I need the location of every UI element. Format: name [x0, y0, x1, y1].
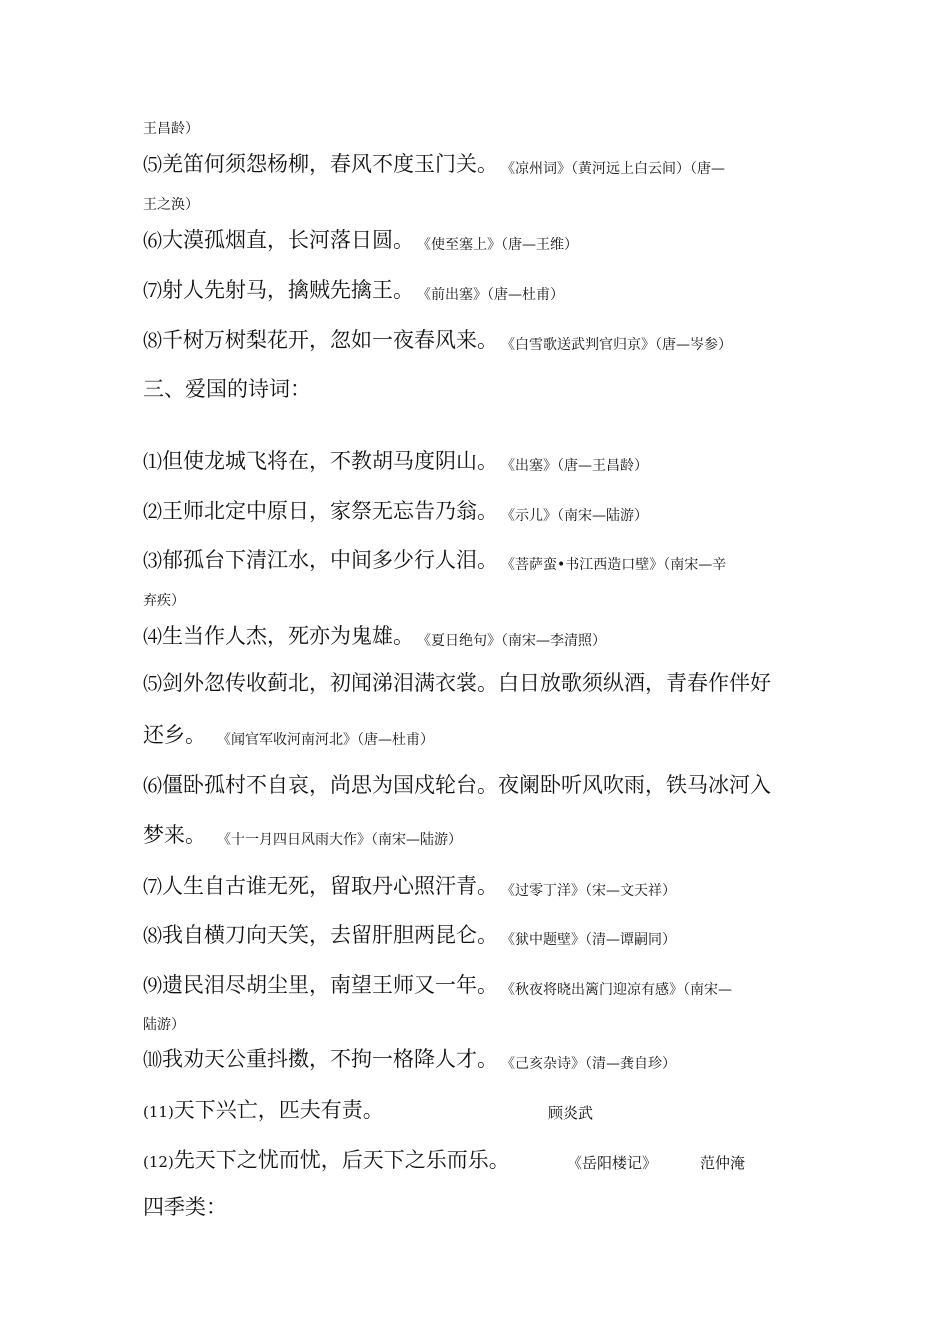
author-label: 顾炎武 — [548, 1104, 594, 1122]
poem-line: ⑵王师北定中原日，家祭无忘告乃翁。 《示儿》（南宋—陆游） — [143, 499, 649, 524]
poem-line: ⑸羌笛何须怨杨柳，春风不度玉门关。 《凉州词》（黄河远上白云间）（唐— — [143, 152, 726, 177]
poem-line: ⑴但使龙城飞将在，不教胡马度阴山。 《出塞》（唐—王昌龄） — [143, 449, 649, 474]
continuation-line: 弃疾） — [143, 593, 185, 609]
poem-line: ⑶郁孤台下清江水，中间多少行人泪。 《菩萨蛮•书江西造口壁》（南宋—辛 — [143, 548, 727, 573]
poem-line: ⑻我自横刀向天笑，去留肝胆两昆仑。 《狱中题壁》（清—谭嗣同） — [143, 923, 677, 948]
continuation-line: 陆游） — [143, 1017, 185, 1033]
poem-line: 梦来。 《十一月四日风雨大作》（南宋—陆游） — [143, 823, 462, 848]
poem-line: ⑻千树万树梨花开，忽如一夜春风来。 《白雪歌送武判官归京》（唐—岑参） — [143, 328, 733, 353]
poem-line: ⑸剑外忽传收蓟北，初闻涕泪满衣裳。白日放歌须纵酒，青春作伴好 — [143, 671, 772, 695]
continuation-line: 王之涣） — [143, 197, 199, 213]
continuation-line: 王昌龄） — [143, 121, 199, 137]
poem-line: ⑷生当作人杰，死亦为鬼雄。 《夏日绝句》（南宋—李清照） — [143, 624, 607, 649]
poem-line: (12)先天下之忧而忧，后天下之乐而乐。 — [143, 1148, 510, 1172]
poem-line: ⑹僵卧孤村不自哀，尚思为国戍轮台。夜阑卧听风吹雨，铁马冰河入 — [143, 773, 772, 797]
source-label: 《岳阳楼记》 — [567, 1154, 658, 1172]
poem-line: ⑹大漠孤烟直，长河落日圆。 《使至塞上》（唐—王维） — [143, 228, 579, 253]
poem-line: ⑼遗民泪尽胡尘里，南望王师又一年。 《秋夜将晓出篱门迎凉有感》（南宋— — [143, 973, 733, 998]
section-heading: 三、爱国的诗词： — [143, 377, 311, 401]
author-label: 范仲淹 — [700, 1154, 746, 1172]
poem-line: 还乡。 《闻官军收河南河北》（唐—杜甫） — [143, 723, 434, 748]
poem-line: (11)天下兴亡，匹夫有责。 — [143, 1098, 384, 1122]
poem-line: ⑺射人先射马，擒贼先擒王。 《前出塞》（唐—杜甫） — [143, 278, 565, 303]
poem-line: ⑽我劝天公重抖擞，不拘一格降人才。 《己亥杂诗》（清—龚自珍） — [143, 1047, 677, 1072]
section-heading: 四季类： — [143, 1195, 227, 1219]
poem-line: ⑺人生自古谁无死，留取丹心照汗青。 《过零丁洋》（宋—文天祥） — [143, 874, 677, 899]
